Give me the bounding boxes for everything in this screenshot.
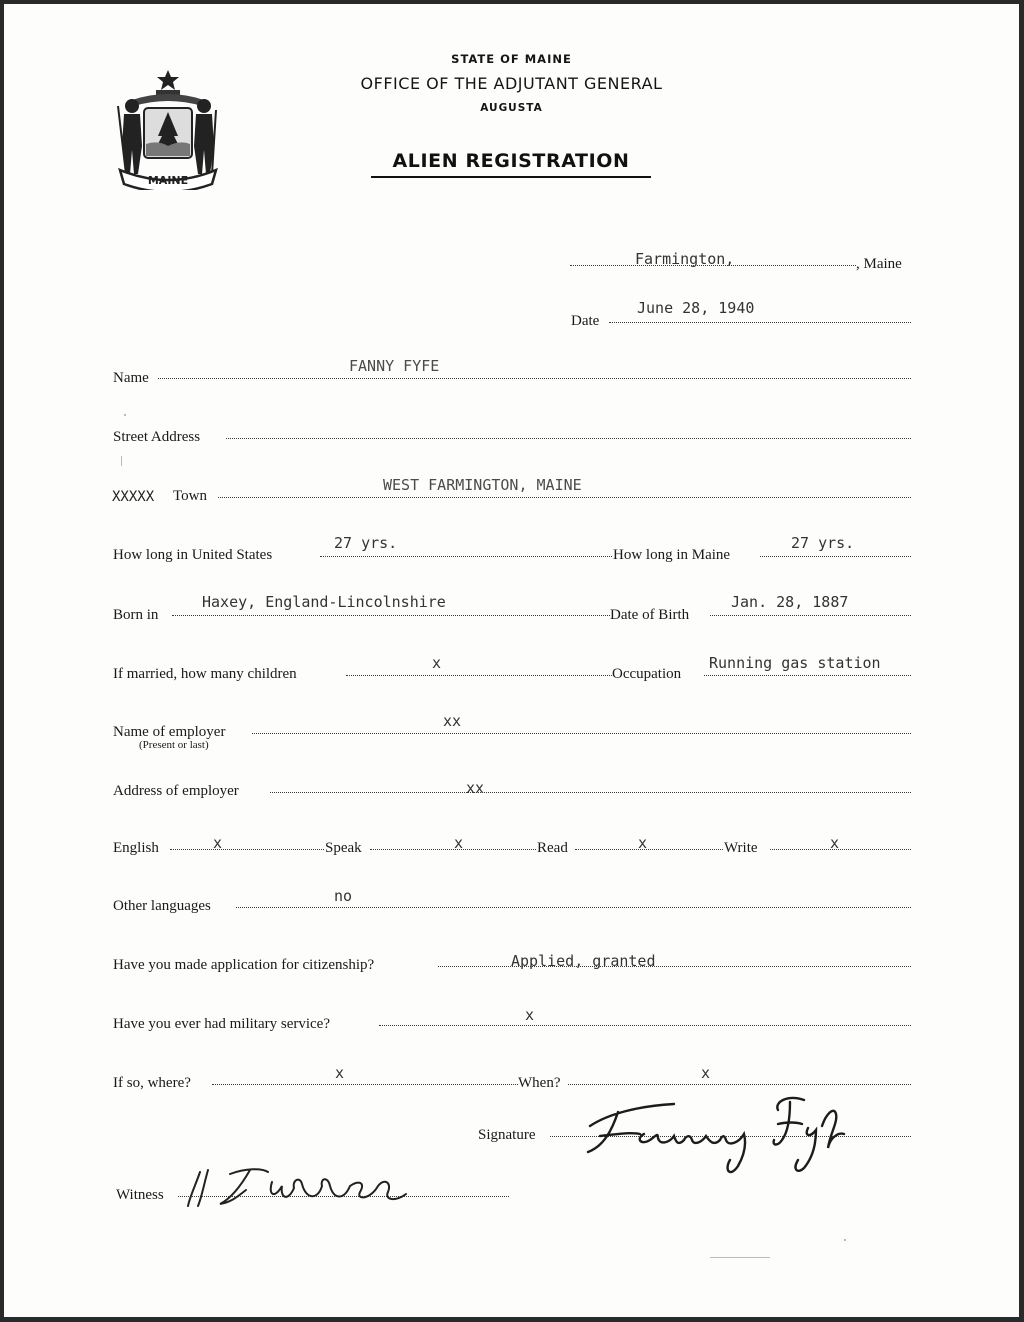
witness-label: Witness [116,1187,164,1203]
where-line [212,1084,518,1085]
read-line [575,849,723,850]
speak-label: Speak [325,840,362,856]
date-value: June 28, 1940 [637,299,755,317]
form-title: ALIEN REGISTRATION [371,150,651,178]
other-languages-label: Other languages [113,898,211,914]
name-label: Name [113,370,149,386]
speak-value: x [454,834,464,852]
where-value: x [335,1064,345,1082]
street-label: Street Address [113,429,201,445]
town-line [218,497,911,498]
date-of-birth-value: Jan. 28, 1887 [731,593,849,611]
english-value: x [213,834,223,852]
born-in-line [172,615,610,616]
children-label: If married, how many children [113,666,297,682]
paper-speck [710,1257,770,1258]
paper-speck [844,1239,846,1241]
how-long-maine-line [760,556,911,557]
born-in-value: Haxey, England-Lincolnshire [202,593,446,611]
citizenship-label: Have you made application for citizenship? [113,957,375,973]
read-value: x [638,834,648,852]
how-long-maine-value: 27 yrs. [791,534,855,552]
write-label: Write [724,840,758,856]
signature-label: Signature [478,1127,536,1143]
employer-address-label: Address of employer [113,783,239,799]
town-value: WEST FARMINGTON, MAINE [383,476,582,494]
registration-form [4,4,1019,1317]
date-label: Date [571,313,600,329]
town-label: Town [173,488,207,504]
city-struck-text: XXXXX [112,489,155,505]
read-label: Read [537,840,568,856]
street-line [226,438,911,439]
how-long-us-line [320,556,612,557]
employer-name-label: Name of employer [113,724,226,740]
other-languages-value: no [334,887,353,905]
write-value: x [830,834,840,852]
when-label: When? [518,1075,561,1091]
name-value: FANNY FYFE [349,357,440,375]
occupation-label: Occupation [612,666,682,682]
employer-address-line [270,792,911,793]
paper-speck [121,456,122,466]
when-value: x [701,1064,711,1082]
write-line [770,849,911,850]
how-long-us-label: How long in United States [113,547,273,563]
how-long-maine-label: How long in Maine [613,547,731,563]
date-of-birth-label: Date of Birth [610,607,690,623]
seal-text: MAINE [147,174,189,187]
citizenship-value: Applied, granted [511,952,656,970]
name-line [158,378,911,379]
header-city: AUGUSTA [480,102,543,114]
english-label: English [113,840,159,856]
header-state: STATE OF MAINE [451,52,572,66]
date-line [609,322,911,323]
how-long-us-value: 27 yrs. [334,534,398,552]
citizenship-line [438,966,911,967]
date-of-birth-line [710,615,911,616]
speak-line [370,849,536,850]
employer-name-value: xx [443,712,462,730]
occupation-line [704,675,911,676]
applicant-signature [578,1090,868,1180]
children-value: x [432,654,442,672]
employer-name-line [252,733,911,734]
place-value: Farmington, [635,250,735,268]
maine-label: , Maine [856,256,902,272]
children-line [346,675,612,676]
witness-signature [176,1156,426,1214]
english-line [170,849,324,850]
other-languages-line [236,907,911,908]
employer-address-value: xx [466,779,485,797]
military-label: Have you ever had military service? [113,1016,330,1032]
header-office: OFFICE OF THE ADJUTANT GENERAL [360,74,663,93]
born-in-label: Born in [113,607,159,623]
when-line [568,1084,911,1085]
where-label: If so, where? [113,1075,191,1091]
military-value: x [525,1006,535,1024]
paper-speck [124,414,126,416]
employer-sub-label: (Present or last) [139,739,209,751]
occupation-value: Running gas station [709,654,881,672]
military-line [379,1025,911,1026]
